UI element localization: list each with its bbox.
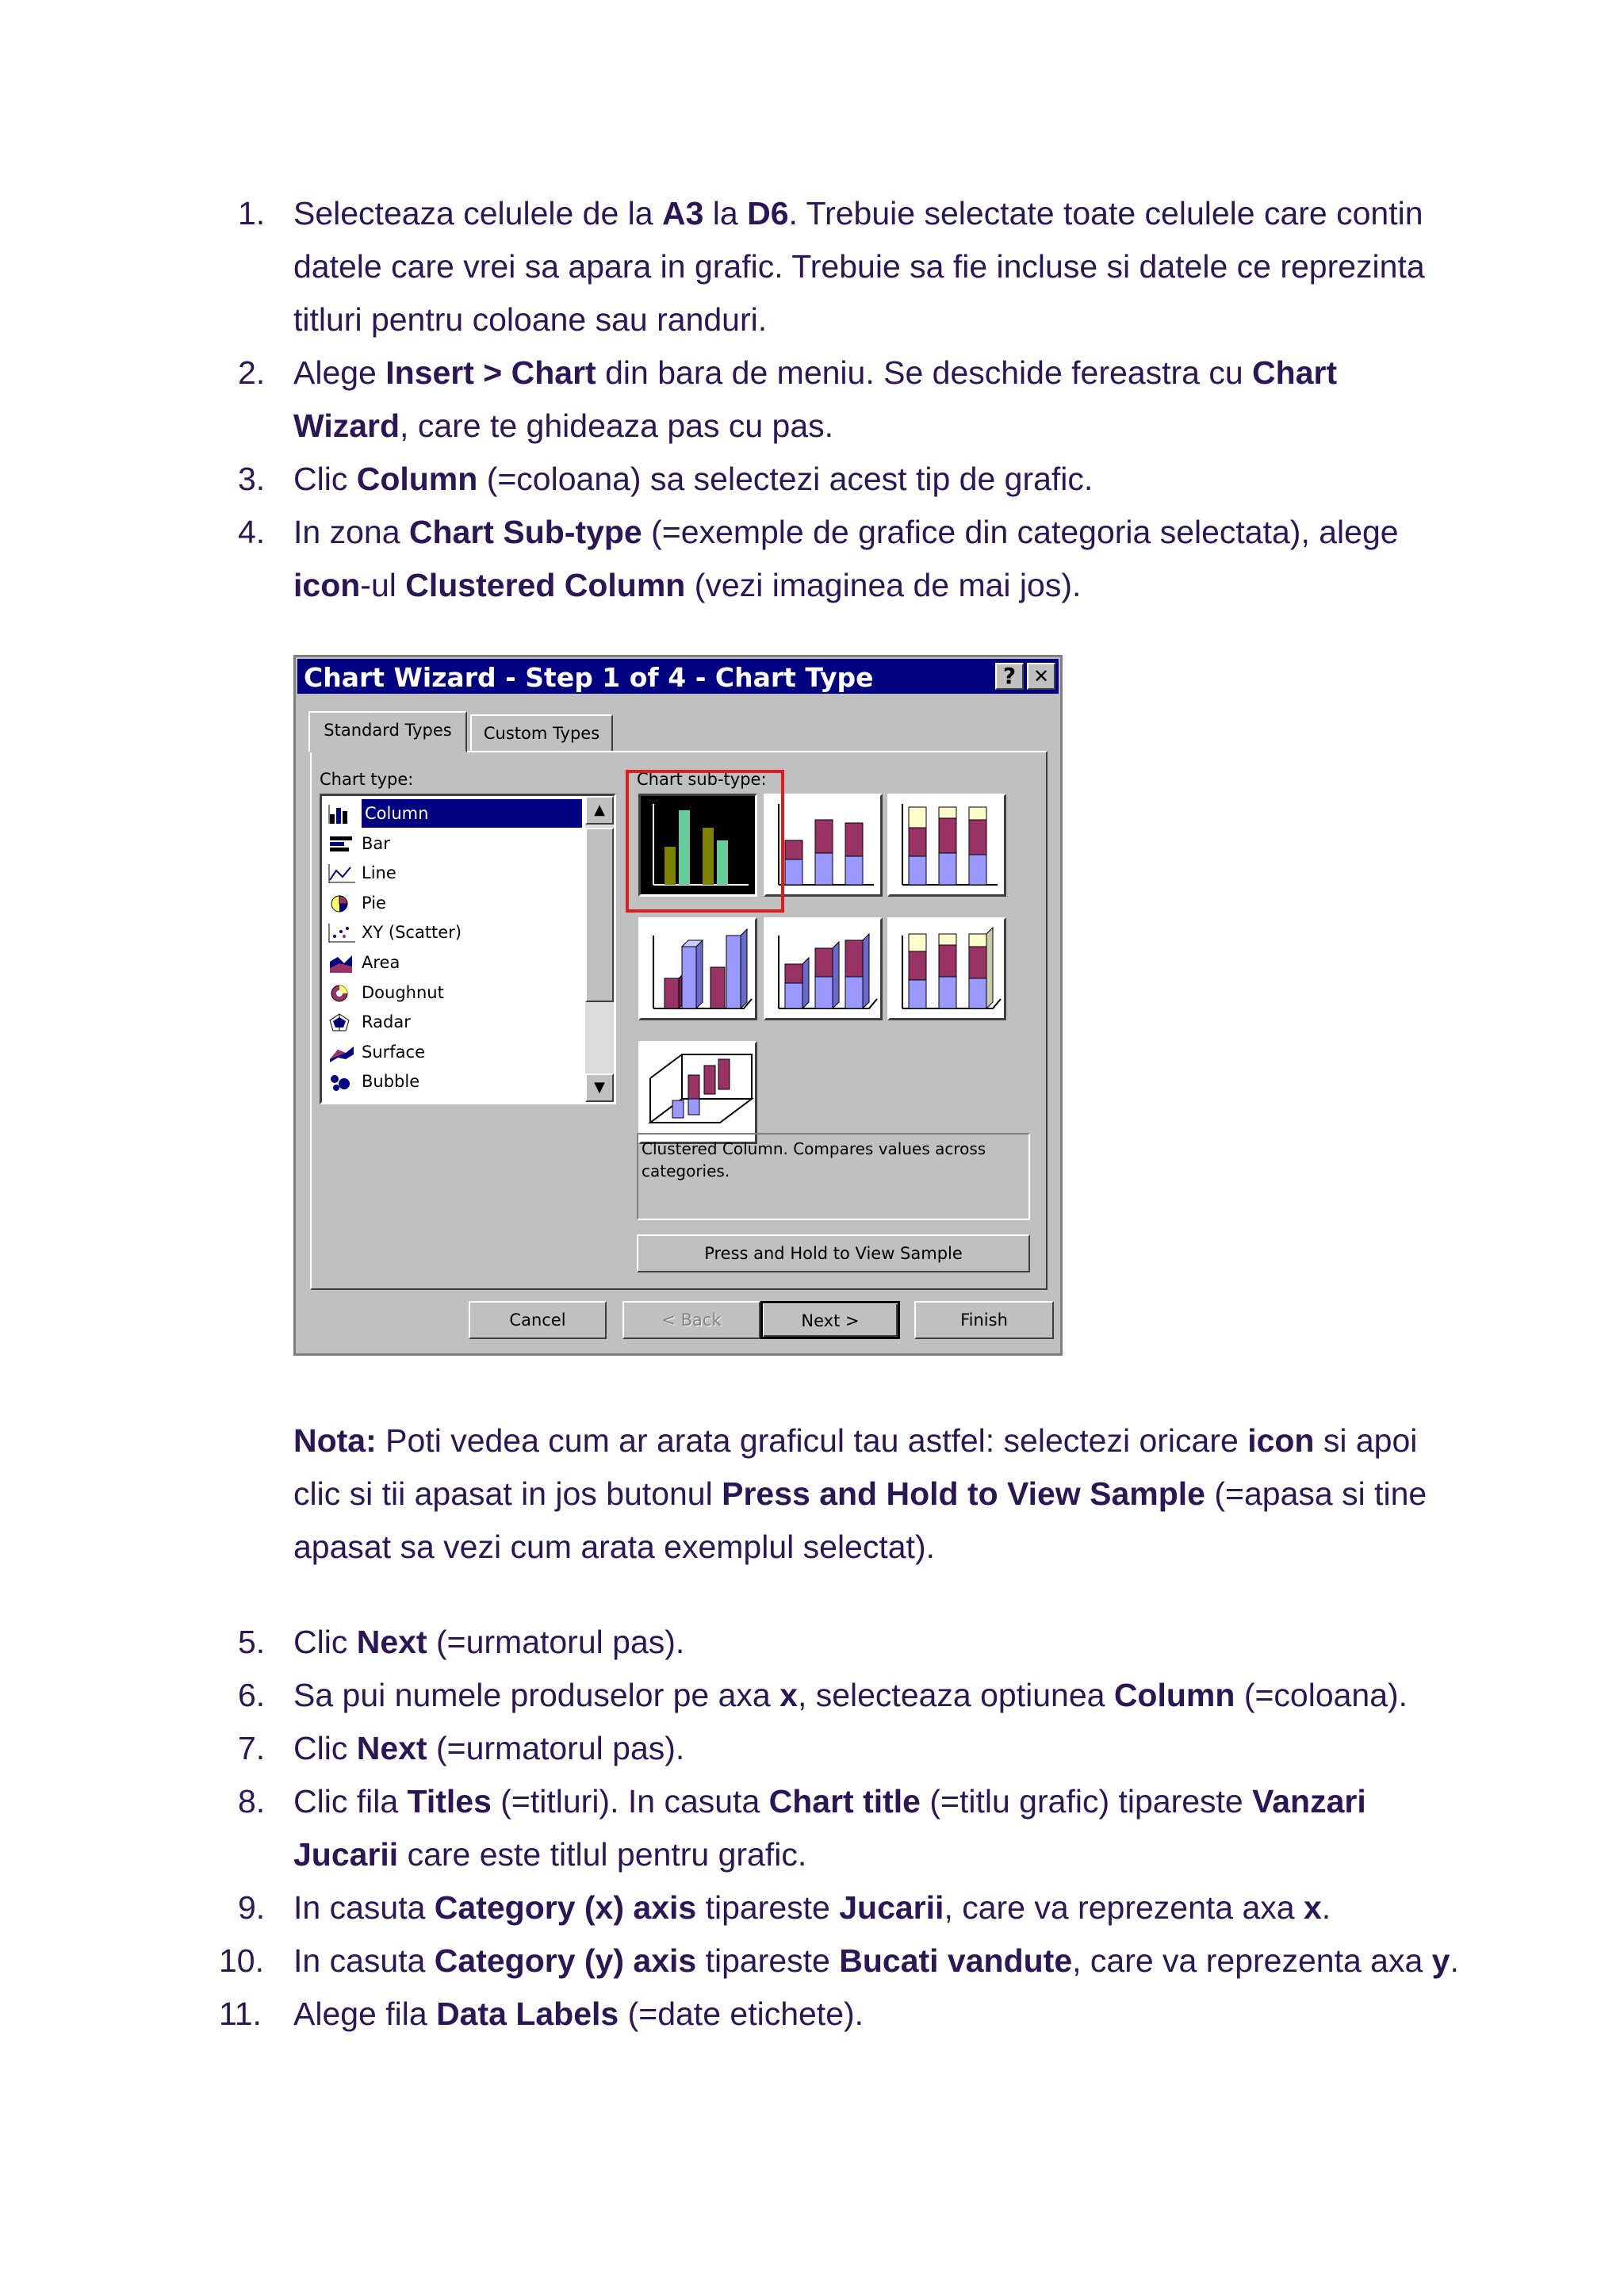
list-number: 3. [238,461,266,497]
subtype-3d-column[interactable] [638,1041,757,1144]
list-item [219,1934,1459,1988]
chart-type-label-text: Surface [362,1042,426,1062]
list-number: 7. [238,1730,266,1766]
bold-term: Insert > Chart [385,354,596,391]
text-run: tipareste [696,1942,840,1979]
subtype-3d-clustered-column[interactable] [638,917,757,1020]
text-run: , care va reprezenta axa [1072,1942,1432,1979]
back-button[interactable]: < Back [622,1301,760,1339]
text-run: (=coloana). [1235,1677,1408,1713]
text-run: In casuta [293,1942,435,1979]
bold-term: Column [1113,1677,1235,1713]
text-run: In zona [293,514,409,550]
bold-term: Category (y) axis [434,1942,697,1979]
list-item [238,1616,1459,1669]
chart-subtype-label: Chart sub-type: [637,770,767,789]
chart-type-item-column[interactable] [327,799,580,828]
bold-term: x [1303,1889,1322,1926]
cancel-button[interactable]: Cancel [469,1301,607,1339]
text-run: , care va reprezenta axa [944,1889,1304,1926]
next-button[interactable]: Next > [760,1301,900,1339]
chart-type-radar-icon [328,1012,357,1031]
subtype-3d-stacked-column[interactable] [764,917,883,1020]
chart-type-bar-icon [328,834,357,853]
help-button[interactable]: ? [995,663,1024,690]
bold-term: icon [293,567,361,603]
chart-type-label: Chart type: [320,770,414,789]
text-run: (=apasa si tine apasat sa vezi cum arata exemplul selectat). [293,1475,1427,1565]
chart-type-item-doughnut[interactable] [327,978,580,1007]
chart-type-label-text: Column [362,799,582,828]
bold-term: Bucati vandute [839,1942,1073,1979]
list-number: 6. [238,1677,266,1713]
text-run: (=date etichete). [619,1996,864,2032]
bold-term: x [779,1677,798,1713]
instruction-list-bottom [219,1616,1459,2041]
chart-type-column-icon [328,804,357,823]
list-number: 9. [238,1889,266,1926]
chart-type-label-text: Doughnut [362,982,444,1002]
bold-term: icon [1247,1422,1315,1459]
chart-type-item-area[interactable] [327,948,580,977]
chart-type-item-bubble[interactable] [327,1067,580,1096]
list-item [238,1669,1459,1722]
bold-term: Press and Hold to View Sample [722,1475,1205,1512]
chart-type-label-text: Bar [362,833,390,853]
list-item [238,1722,1459,1775]
list-number: 10. [219,1942,264,1979]
chart-type-label-text: Bubble [362,1072,420,1092]
list-number: 5. [238,1624,266,1660]
bold-term: Next [356,1730,427,1766]
chart-type-item-line[interactable] [327,859,580,887]
chart-type-item-bar[interactable] [327,829,580,858]
bold-term: Chart title [768,1783,921,1820]
chart-type-surface-icon [328,1043,357,1062]
chart-wizard-dialog [293,655,1063,1356]
list-number: 1. [238,195,266,232]
text-run: Sa pui numele produselor pe axa [293,1677,780,1713]
chart-type-label-text: Pie [362,893,386,913]
list-item [238,1881,1459,1934]
text-run: Alege fila [293,1996,437,2032]
subtype-3d-100-stacked-column[interactable] [887,917,1006,1020]
bold-term: D6 [747,195,789,232]
list-item [219,1988,1459,2041]
highlight-box [626,770,784,913]
text-run: (=titluri). In casuta [491,1783,769,1820]
dialog-titlebar [297,659,1059,694]
chart-type-list[interactable] [320,794,616,1104]
close-button[interactable]: ✕ [1027,663,1055,690]
dialog-title: Chart Wizard - Step 1 of 4 - Chart Type [304,662,874,693]
chart-type-item-surface[interactable] [327,1038,580,1066]
bold-term: Data Labels [436,1996,619,2032]
text-run: -ul [360,567,406,603]
bold-term: y [1431,1942,1450,1979]
text-run: . [1321,1889,1331,1926]
list-number: 2. [238,354,266,391]
subtype-100-stacked-column[interactable] [887,794,1006,897]
chart-type-label-text: Area [362,953,400,972]
text-run: tipareste [696,1889,840,1926]
list-number: 4. [238,514,266,550]
bold-term: Titles [407,1783,492,1820]
instruction-list-top [238,187,1459,612]
scroll-down-button[interactable]: ▼ [585,1073,614,1102]
chart-type-item-pie[interactable] [327,889,580,917]
chart-type-line-icon [328,863,357,882]
bold-term: Vanzari Jucarii [293,1783,1366,1873]
text-run: (=urmatorul pas). [427,1624,685,1660]
chart-type-doughnut-icon [328,983,357,1002]
bold-term: A3 [661,195,704,232]
text-run: Clic [293,461,357,497]
list-number: 11. [219,1996,262,2032]
chart-type-bubble-icon [328,1072,357,1091]
finish-button[interactable]: Finish [914,1301,1054,1339]
text-run: (=exemple de grafice din categoria selectata), alege [642,514,1399,550]
text-run: , selecteaza optiunea [797,1677,1114,1713]
text-run: Poti vedea cum ar arata graficul tau astfel: selectezi oricare [376,1422,1248,1459]
tab-standard-types[interactable]: Standard Types [308,711,467,752]
text-run: , care te ghideaza pas cu pas. [400,408,834,444]
text-run: si apoi clic si tii apasat in jos butonul [293,1422,1418,1512]
text-run: Alege [293,354,386,391]
subtype-description: Clustered Column. Compares values across categories. [637,1133,1030,1220]
text-run: care este titlul pentru grafic. [398,1836,807,1873]
bold-term: Chart Sub-type [408,514,642,550]
text-run: In casuta [293,1889,435,1926]
list-item [238,1775,1459,1881]
text-run: din bara de meniu. Se deschide fereastra cu [596,354,1253,391]
chart-type-label-text: XY (Scatter) [362,923,462,943]
tab-custom-types[interactable]: Custom Types [470,714,613,752]
chart-type-scrollbar[interactable] [585,796,614,1102]
text-run: Selecteaza celulele de la [293,195,662,232]
chart-type-xy-scatter-icon [328,923,357,942]
scroll-thumb[interactable] [585,828,614,1002]
list-item [238,346,1459,453]
chart-type-item-radar[interactable] [327,1008,580,1036]
text-run: Clic fila [293,1783,408,1820]
nota-label: Nota: [293,1422,377,1459]
list-number: 8. [238,1783,266,1820]
chart-type-area-icon [328,953,357,972]
bold-term: Column [356,461,478,497]
text-run: la [703,195,748,232]
bold-term: Jucarii [839,1889,944,1926]
text-run: (=urmatorul pas). [427,1730,685,1766]
text-run: Clic [293,1730,357,1766]
chart-type-label-text: Line [362,863,396,883]
list-item [238,506,1459,612]
list-item [238,187,1459,346]
press-hold-sample-button[interactable]: Press and Hold to View Sample [637,1234,1030,1272]
scroll-up-button[interactable]: ▲ [585,796,614,825]
bold-term: Next [356,1624,427,1660]
bold-term: Category (x) axis [434,1889,697,1926]
text-run: . [1450,1942,1459,1979]
bold-term: Clustered Column [405,567,686,603]
chart-type-label-text: Radar [362,1012,411,1032]
text-run: Clic [293,1624,357,1660]
text-run: (=titlu grafic) tipareste [921,1783,1253,1820]
chart-type-item-xy-scatter[interactable] [327,918,580,947]
nota-paragraph [293,1414,1459,1574]
text-run: . Trebuie selectate toate celulele care contin datele care vrei sa apara in grafic. Trebuie sa fie incluse si datele ce reprezinta titluri pentru coloane sau randuri. [293,195,1425,338]
list-item [238,453,1459,506]
text-run: (=coloana) sa selectezi acest tip de grafic. [477,461,1094,497]
chart-type-pie-icon [328,894,357,913]
bold-term: Chart Wizard [293,354,1338,444]
text-run: (vezi imaginea de mai jos). [685,567,1082,603]
